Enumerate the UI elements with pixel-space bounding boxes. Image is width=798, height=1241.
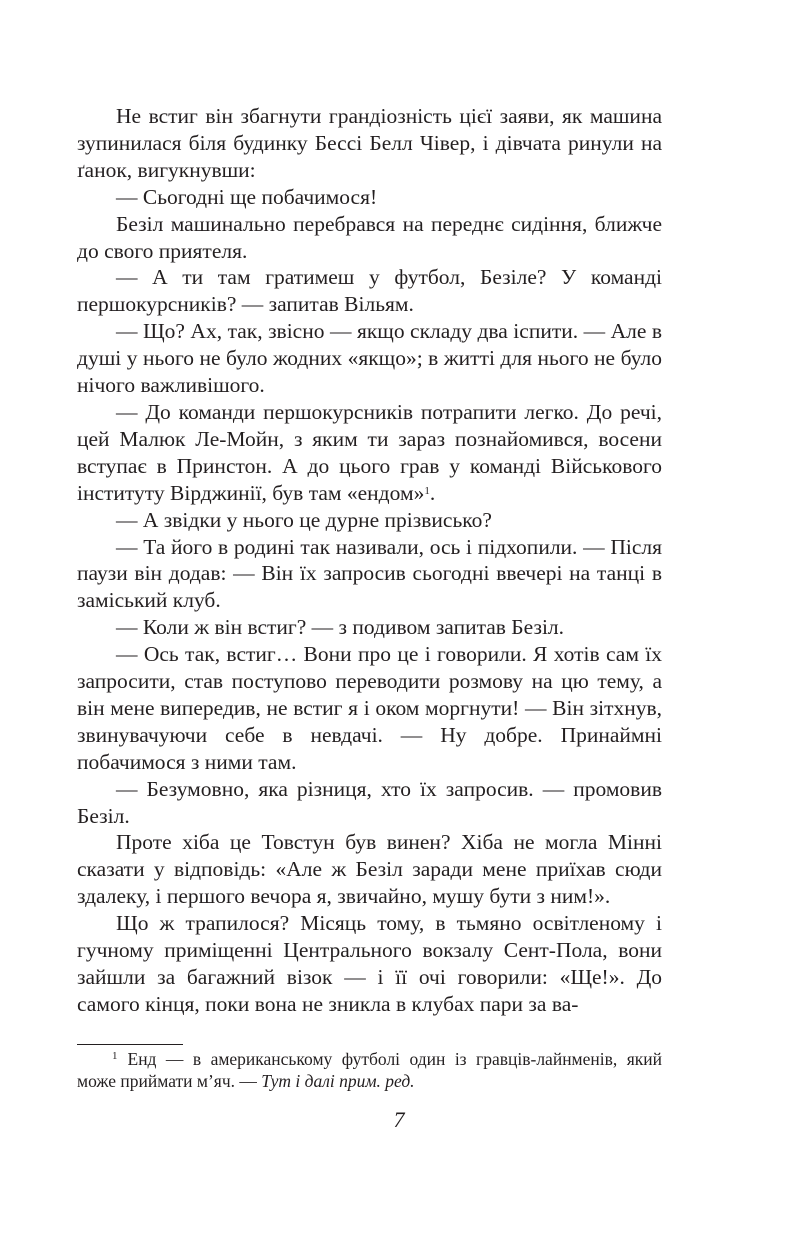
paragraph-4: — А ти там гратимеш у футбол, Безіле? У команді першокурсників? — запитав Вільям.: [77, 265, 662, 317]
paragraph-6: [77, 399, 662, 507]
paragraph-11: — Безумовно, яка різниця, хто їх запросив. — промовив Безіл.: [77, 776, 662, 828]
footnote-reference[interactable]: 1: [424, 484, 430, 497]
paragraph-1: Не встиг він збагнути грандіозність цієї заяви, як машина зупинилася біля будинку Бессі Белл Чівер, і дівчата ринули на ґанок, вигукнувши:: [77, 104, 662, 182]
paragraph-8: — Та його в родині так називали, ось і підхопили. — Після паузи він додав: — Він їх запросив сьогодні ввечері на танці в заміський клуб.: [77, 534, 662, 613]
paragraph-10: — Ось так, встиг… Вони про це і говорили. Я хотів сам їх запросити, став поступово переводити розмову на цю тему, а він мене випередив, не встиг я і оком моргнути! — Він зітхнув, звинувачуючи себе в невдачі. — Ну добре. Принаймні побачимося з ними там.: [77, 642, 662, 774]
paragraph-6-end: .: [429, 480, 436, 505]
main-text: [77, 103, 662, 1018]
page-number: 7: [393, 1107, 405, 1132]
footnote-divider: [77, 1044, 183, 1045]
paragraph-6-text: — До команди першокурсників потрапити легко. До речі, цей Малюк Ле-Мойн, з яким ти зараз познайомився, восени вступає в Принстон. А до цього грав у команді Військового інституту Вірджинії, був там «ендом»: [77, 399, 662, 505]
paragraph-3: Безіл машинально перебрався на переднє сидіння, ближче до свого приятеля.: [77, 211, 662, 263]
paragraph-7: — А звідки у нього це дурне прізвисько?: [116, 507, 492, 532]
footnote: [77, 1049, 662, 1092]
footnote-marker: 1: [112, 1050, 118, 1062]
footnote-text: Енд — в американському футболі один із гравців-лайнменів, який може приймати м’яч. —: [77, 1049, 662, 1091]
paragraph-2: — Сьогодні ще побачимося!: [116, 184, 378, 209]
footnote-editor-note: Тут і далі прим. ред.: [261, 1070, 415, 1091]
paragraph-5: — Що? Ах, так, звісно — якщо складу два іспити. — Але в душі у нього не було жодних «якщо»; в житті для нього не було нічого важливішого.: [77, 319, 662, 398]
paragraph-12: Проте хіба це Товстун був винен? Хіба не могла Мінні сказати у відповідь: «Але ж Безіл заради мене приїхав сюди здалеку, і першого вечора я, звичайно, мушу бути з ним!».: [77, 830, 662, 909]
paragraph-13: Що ж трапилося? Місяць тому, в тьмяно освітленому і гучному приміщенні Центрального вокзалу Сент-Пола, вони зайшли за багажний візок — і її очі говорили: «Ще!». До самого кінця, поки вона не зникла в клубах пари за ва-: [77, 911, 662, 1016]
paragraph-9: — Коли ж він встиг? — з подивом запитав Безіл.: [116, 615, 565, 640]
